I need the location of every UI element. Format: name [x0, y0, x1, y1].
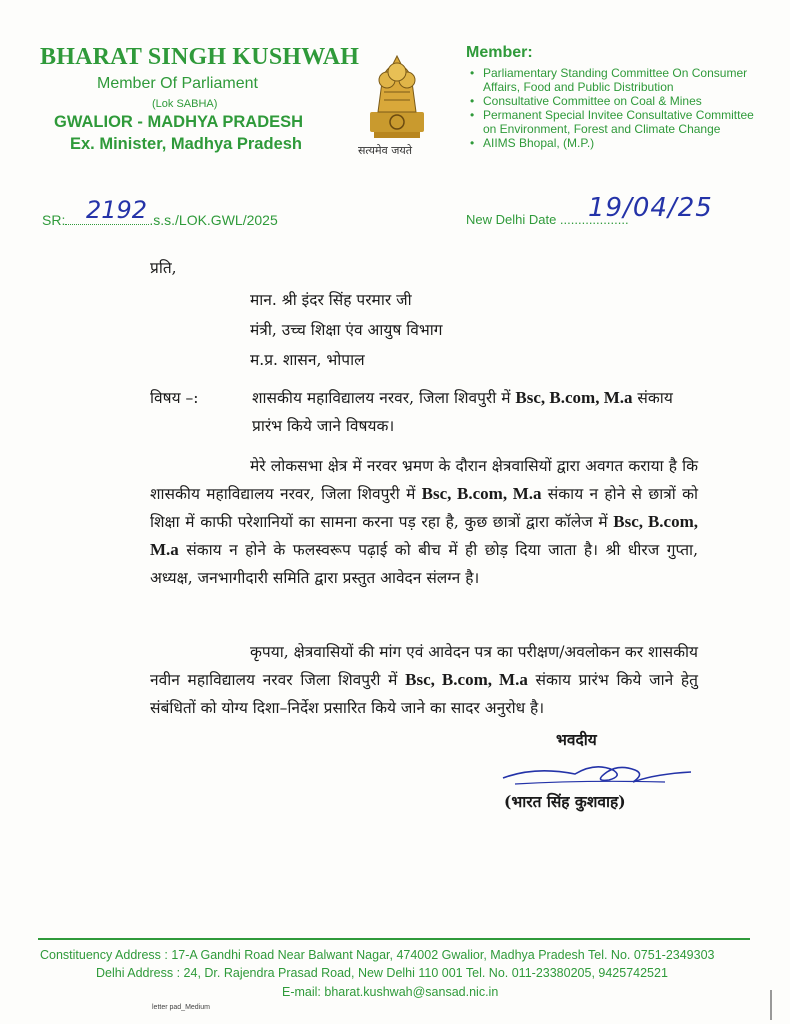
mp-role: Member Of Parliament — [97, 75, 258, 92]
national-emblem-icon — [362, 42, 432, 142]
constituency-label: GWALIOR - MADHYA PRADESH — [54, 113, 304, 131]
recipient-line: मंत्री, उच्च शिक्षा एंव आयुष विभाग — [250, 321, 443, 339]
course-names: Bsc, B.com, M.a — [421, 484, 542, 503]
subject-label: विषय –: — [150, 389, 199, 407]
body-paragraph-1 — [150, 452, 698, 592]
mp-name: BHARAT SINGH KUSHWAH — [40, 44, 360, 70]
membership-title: Member: — [466, 44, 533, 61]
handwritten-date: 19/04/25 — [588, 193, 713, 223]
paragraph-text: संकाय प्रारंभ किये जाने हेतु संबंधितों को योग्य दिशा–निर्देश प्रसारित किये जाने का सादर अनुरोध है। — [150, 671, 698, 717]
course-names: Bsc, B.com, M.a — [405, 670, 528, 689]
membership-list — [468, 66, 768, 150]
pad-note: letter pad_Medium — [152, 1004, 210, 1011]
email-address: E-mail: bharat.kushwah@sansad.nic.in — [282, 985, 499, 999]
paragraph-text: संकाय न होने के फलस्वरूप पढ़ाई को बीच में ही छोड़ दिया जाता है। श्री धीरज गुप्ता, अध्यक्ष, जनभागीदारी समिति द्वारा प्रस्तुत आवेदन संलग्न है। — [150, 541, 698, 587]
paragraph-text: मेरे लोकसभा क्षेत्र में नरवर भ्रमण के दौरान क्षेत्रवासियों द्वारा अवगत कराया है कि शासकीय महाविद्यालय नरवर, जिला शिवपुरी में — [150, 457, 698, 503]
paragraph-text: संकाय न होने से छात्रों को शिक्षा में काफी परेशानियों का सामना करना पड़ रहा है, कुछ छात्रों द्वारा कॉलेज में — [150, 485, 698, 531]
paragraph-text: कृपया, क्षेत्रवासियों की मांग एवं आवेदन पत्र का परीक्षण/अवलोकन कर शासकीय नवीन महाविद्यालय नरवर जिला शिवपुरी में — [150, 643, 698, 689]
date-label: New Delhi Date ................... — [466, 212, 629, 227]
closing: भवदीय — [556, 730, 597, 749]
house-label: (Lok SABHA) — [152, 98, 218, 110]
subject-part: शासकीय महाविद्यालय नरवर, जिला शिवपुरी में — [252, 389, 516, 407]
salutation: प्रति, — [150, 259, 177, 277]
recipient-line: म.प्र. शासन, भोपाल — [250, 351, 365, 369]
subject-text — [252, 384, 702, 440]
emblem-motto: सत्यमेव जयते — [358, 144, 413, 157]
sr-suffix: .s.s./LOK.GWL/2025 — [149, 212, 278, 228]
membership-item: • Permanent Special Invitee Consultative Committee on Environment, Forest and Climate Change — [468, 108, 768, 136]
recipient-line: मान. श्री इंदर सिंह परमार जी — [250, 291, 412, 309]
membership-item: • Consultative Committee on Coal & Mines — [468, 94, 768, 108]
sr-label: SR: — [42, 212, 66, 228]
membership-item: • Parliamentary Standing Committee On Consumer Affairs, Food and Public Distribution — [468, 66, 768, 94]
membership-item: • AIIMS Bhopal, (M.P.) — [468, 136, 768, 150]
former-role: Ex. Minister, Madhya Pradesh — [70, 135, 302, 153]
page-edge-mark — [770, 990, 772, 1020]
delhi-address: Delhi Address : 24, Dr. Rajendra Prasad Road, New Delhi 110 001 Tel. No. 011-23380205, 9425742521 — [96, 966, 668, 980]
footer-divider — [38, 938, 750, 940]
subject-courses: Bsc, B.com, M.a — [515, 388, 633, 407]
body-paragraph-2 — [150, 638, 698, 722]
sr-handwritten-number: 2192 — [86, 196, 148, 224]
course-names: Bsc, B.com, M.a — [150, 512, 698, 559]
subject-part: संकाय प्रारंभ किये जाने विषयक। — [252, 389, 673, 435]
constituency-address: Constituency Address : 17-A Gandhi Road Near Balwant Nagar, 474002 Gwalior, Madhya Pradesh Tel. No. 0751-2349303 — [40, 948, 715, 962]
signatory-name: (भारत सिंह कुशवाह) — [504, 792, 626, 811]
reference-number — [42, 212, 278, 228]
